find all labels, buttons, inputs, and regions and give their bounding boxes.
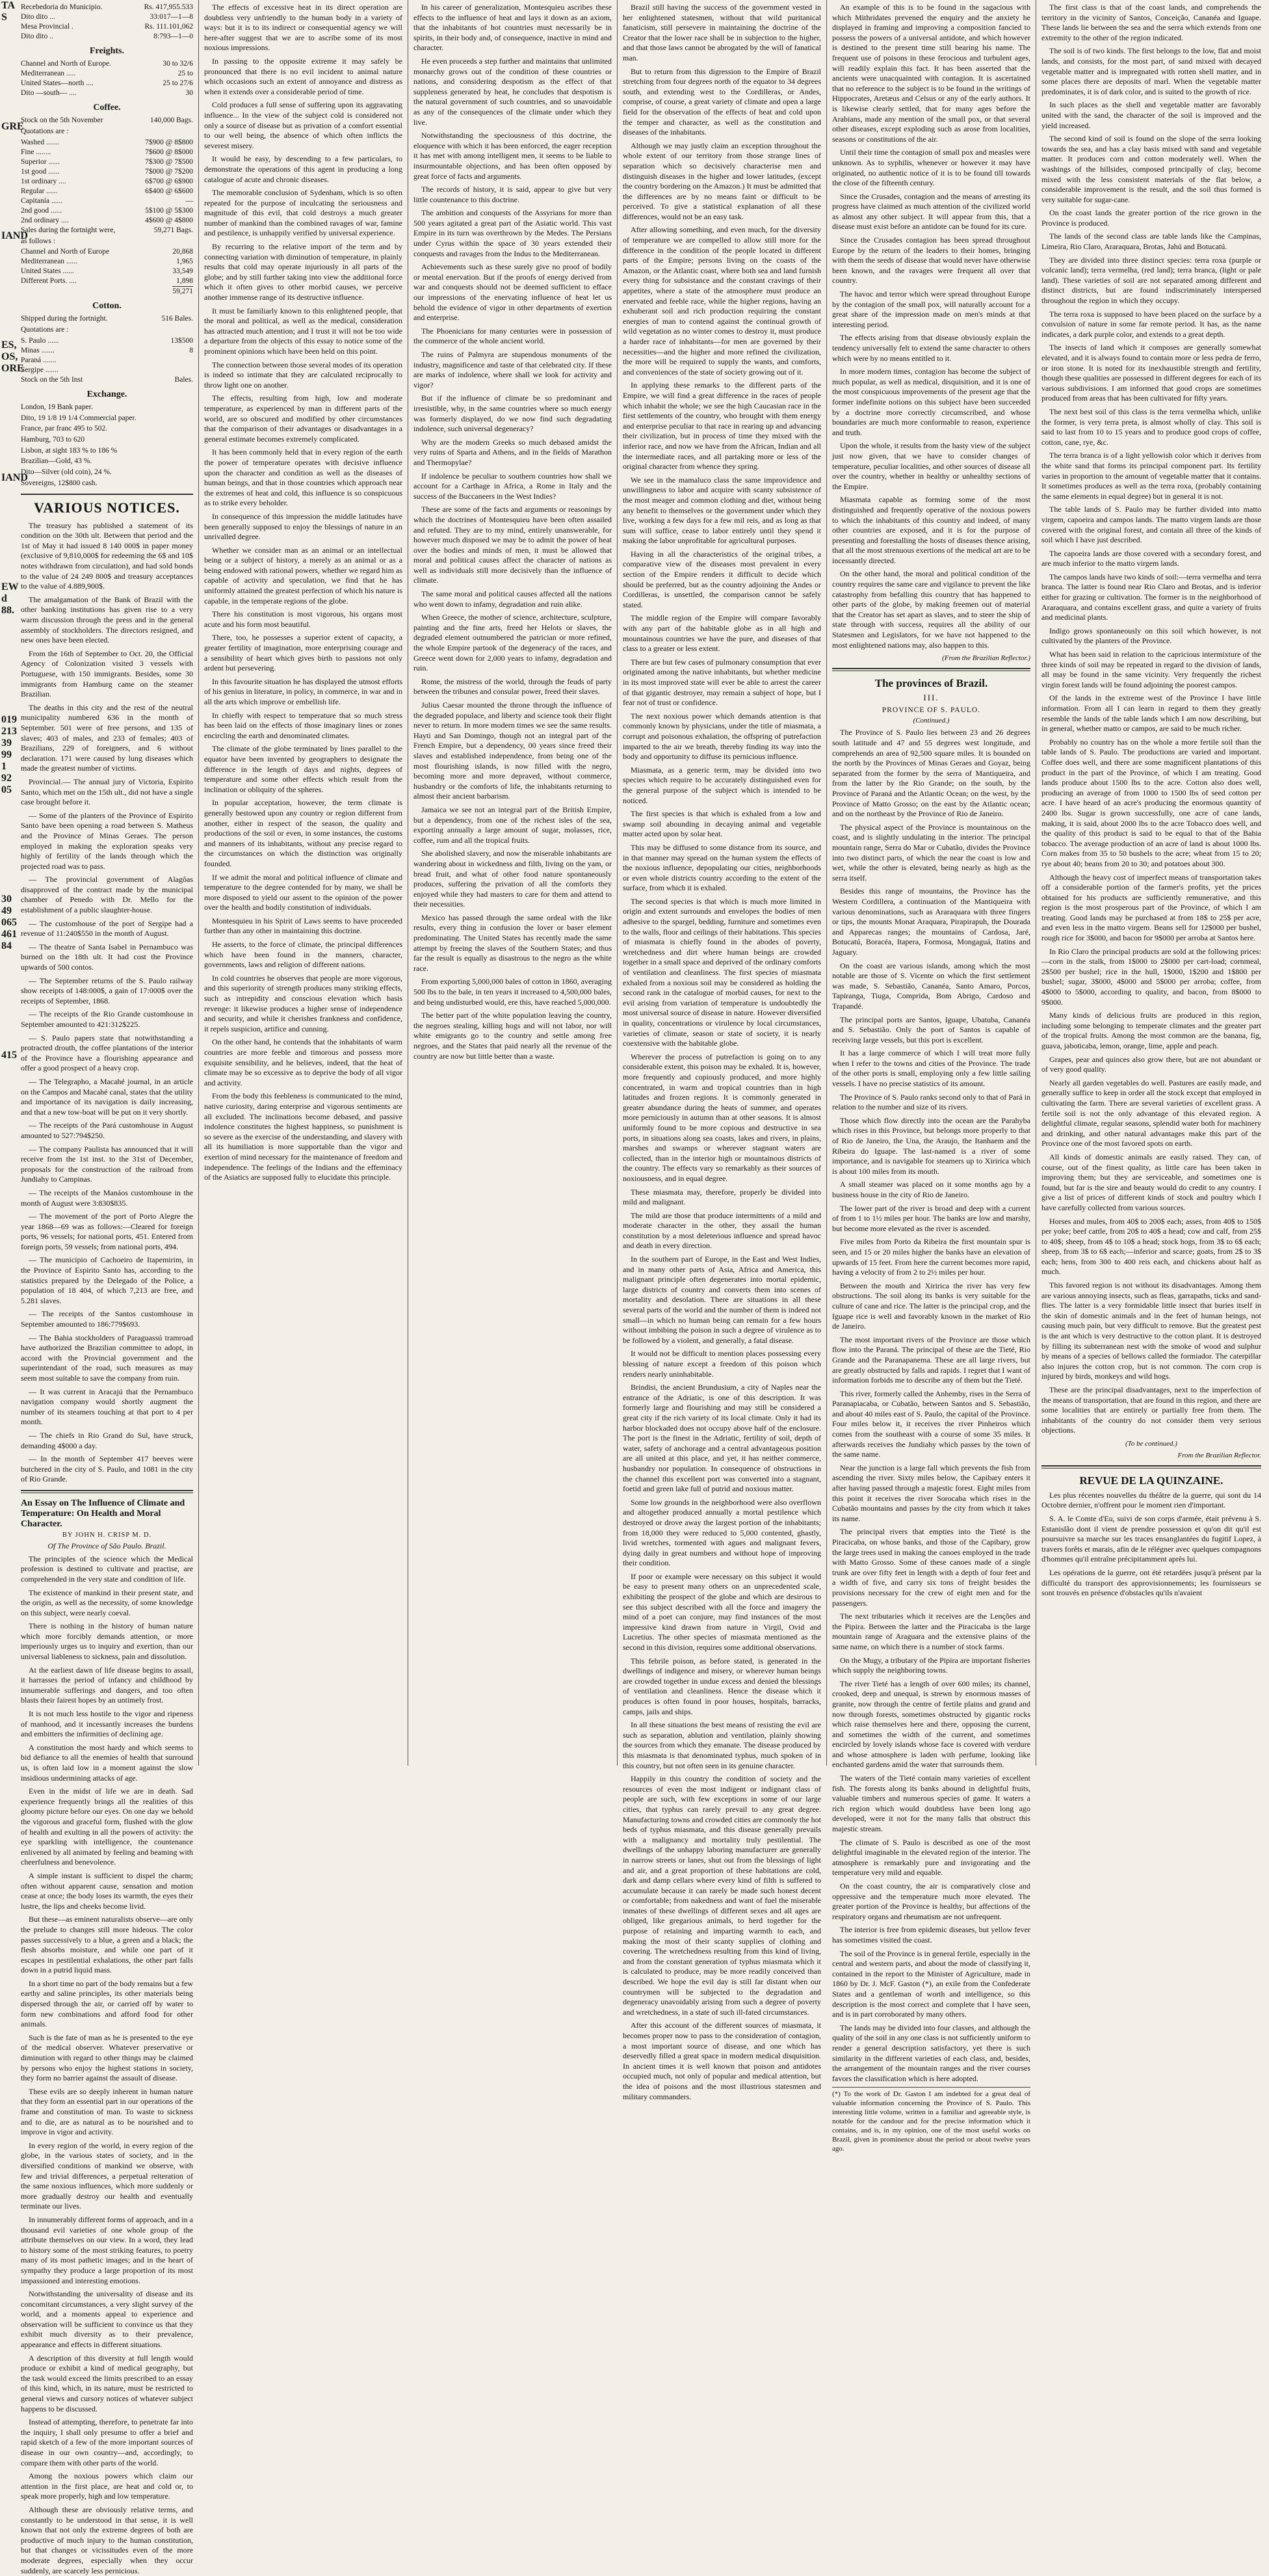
essay-paragraph: Julius Caesar mounted the throne through the influence of the degraded populace, and liberty and science took their flight never to return. In more modern times we see the same results. Hayti and San Domingo, though not an integral part of the French Empire, but a dependency, 00 years since freed their slaves and established independence, from being one of the most flourishing islands, is now filled with the negro, becoming more and more depraved, without commerce, husbandry or the comforts of life, the inhabitants returning to almost their ancient barbarism. [413,700,612,801]
provinces-paragraph: It has a large commerce of which I will treat more fully when I refer to the towns and cities of the Province. The trade of the other ports is small, employing only a few little sailing vessels. I have no precise statistics of its amount. [832,1048,1030,1089]
exchange-line: Sovereigns, 12$800 cash. [21,479,98,487]
essay-paragraph: From the body this feebleness is communicated to the mind, native curiosity, daring enterprise and vigorous sentiments are all excluded. The inclinations become debased, and passive indolence constitutes the highest happiness, so punishment is so severe as the exercise of the understanding, and slavery with all its humiliation is more supportable than the vigor and exertion of mind necessary for the maintenance of freedom and independence. The feelings of the Indians and the effeminacy of the Asiatics are supposed fully to elucidate this principle. [204,1091,402,1182]
coffee-quotations-label: Quotations are : [21,127,69,135]
coffee-quotation-row: 1st good ...... 7$000 @ 7$200 [21,167,193,176]
provinces-paragraph: The next tributaries which it receives are the Lenções and the Pipira. Between the latter and the Piracicaba is the large mountain range of Araguara and the extensive plains of the same name, on which there is a number of stock farms. [832,1612,1030,1651]
edge-fragment: 415 [1,1050,17,1061]
cotton-quotations-label: Quotations are : [21,326,69,334]
provinces-number: III. [923,693,939,703]
column-essay-4 [618,0,827,2101]
revenue-row: Dito dito .. 8:793—1—0 [21,33,193,40]
essay-paragraph: The climate of the globe terminated by lines parallel to the equator have been invented by geographers to designate the difference in the length of days and nights, degrees of temperature and some other effects which result from the inclination or obliquity of the spheres. [204,744,402,794]
provinces-paragraph: Although the heavy cost of imperfect means of transportation takes off a considerable portion of the farmer's profits, yet the prices obtained for his products are sufficiently remunerative, and this region is the most prosperous part of the Province, of which I am treating. Good lands may be purchased at from 18$ to 25$ per acre, and even less in the matto virgem. Beans sell for 12$000 per bushel, rough rice for 3$000, and bacon for 9$000 per arroba at Santos here. [1041,872,1261,943]
notice-paragraph: The deaths in this city and the rest of the neutral municipality numbered 636 in the month of September. 501 were of free persons, and 135 of slaves; 403 of males, and 233 of females; 403 of Brazilians, 229 of foreigners, and 6 without declaration. 171 were caused by lung diseases which made the greatest number of victims. [21,702,193,773]
edge-fragment: ORE [1,363,24,374]
provinces-part-b [1041,3,1261,1436]
exchange-line: Brazilian—Gold, 43 %. [21,457,92,466]
notice-paragraph: — Some of the planters of the Province of Espirito Santo have been opening a road between S. Matheus and the Province of Minas Geraes. The person employed in making the exploration speaks very highly of fertility of the lands through which the projected road was to pass. [21,810,193,871]
coffee-quotation-row: Capitanía ...... — [21,196,193,205]
essay-paragraph: The effects arising from that disease obviously explain the tendency universally felt to extend the same character to others which were by no means entitled to it. [832,333,1030,363]
provinces-paragraph: On the coast country, the air is comparatively close and oppressive and the temperature much more elevated. The greater portion of the Province is healthy, but affections of the respiratory organs and rheumatism are not unfrequent. [832,1881,1030,1921]
edge-fragment: 213 [1,726,17,737]
edge-fragment: 49 [1,905,12,916]
provinces-footnote: (*) To the work of Dr. Gaston I am indebted for a great deal of valuable information concerning the Province of S. Paulo. This interesting little volume, written in a familiar and agreeable style, is notable for the candour and for the precise information which it contains, and is, in my opinion, one of the most useful works on Brazil, given in prominence about the period or about twelve years ago. [832,2087,1030,2153]
essay-paragraph: If poor or example were necessary on this subject it would be easy to present many others on an unprecedented scale, exhibiting the prospect of the globe and which are desirous to see this subject described with all the force and imagery the mind of a poet can conjure, may find instances of the most impressive kind drawn from nature in Virgil, Ovid and Lucretius. The other species of miasmata mentioned as the second in this division, requires some additional observations. [623,1571,821,1653]
essay-paragraph: Upon the whole, it results from the hasty view of the subject just now given, that we have to consider changes of temperature, peculiar localities, and other sources of disease all over the country, whether in healthy or unhealthy sections of the Empire. [832,441,1030,491]
notice-paragraph: — It was current in Aracajú that the Pernambuco navigation company would shortly augment the number of its steamers touching at that port to 4 per month. [21,1387,193,1427]
edge-fragment: 99 [1,749,12,760]
essay-title: An Essay on The Influence of Climate and Temperature: On Health and Moral Character. [21,1498,185,1529]
essay-paragraph: From exporting 5,000,000 bales of cotton in 1860, averaging 500 lbs to the bale, in ten years it increased to 4,500,000 bales, and being undisturbed would, ere this, have reached 5,000,000. [413,977,612,1007]
revue-paragraph: Les opérations de la guerre, ont été retardées jusqu'à présent par la difficulté du transport des approvisionnements; les fournisseurs se sont trouvés en présence d'obstacles qu'ils n'avaient [1041,1568,1261,1598]
provinces-paragraph: They are divided into three distinct species: terra roxa (purple or volcanic land); terra vermelha, (red land); terra branca, (light or pale land). These varieties of soil are not separated among different and distinct districts, but are found indiscriminately interspersed throughout the region in which they occupy. [1041,255,1261,306]
essay-paragraph: In the southern part of Europe, in the East and West Indies, and in many other parts of Asia, Africa and America, this malignant principle often degenerates into mortal epidemic, large districts of country and converts them into scenes of mortality and desolation. There are situations in all these several parts of the world and the number of them is indeed not small—in which no human being can remain for a few hours without imbibing the poison in such a degree of virulence as to be followed by a violent, and generally, a fatal disease. [623,1255,821,1345]
essay-paragraph: In passing to the opposite extreme it may safely be pronounced that there is no evil incident to animal nature which occasions such an extent of annoyance and distress as when it extends over a considerable period of time. [204,56,402,96]
notice-paragraph: — The Bahia stockholders of Paraguassú tramroad have authorized the Brazilian committee to adopt, in accord with the Provincial government and the superintendant of the road, such measures as may seem most suitable to save the company from ruin. [21,1333,193,1383]
freight-row: Channel and North of Europe. 30 to 32/6 [21,59,193,68]
edge-fragment: 05 [1,784,12,795]
exchange-line: Dito—Silver (old coin), 24 %. [21,468,112,477]
essay-part-3a [623,3,821,2102]
notice-paragraph: — The theatre of Santa Isabel in Pernambuco was burned on the 18th ult. It had cost the Province upwards of 500 contos. [21,942,193,972]
coffee-stock: Stock on the 5th November 140,000 Bags. [21,116,193,124]
revue-paragraph: Les plus récentes nouvelles du théâtre de la guerre, qui sont du 14 Octobre dernier, n'offrent pour le moment rien d'important. [1041,1490,1261,1510]
exchange-line: France, par franc 495 to 502. [21,425,108,433]
essay-paragraph: It would not be difficult to mention places possessing every blessing of nature except a freedom of this poison which renders nearly uninhabitable. [623,1349,821,1379]
notice-paragraph: The treasury has published a statement of its condition on the 30th ult. Between that period and the 1st of May it had issued 8 140 000$ in paper money (exclusive of 9,810,000$ for redeeming the 6$ and 10$ notes withdrawn from circulation), and had sold bonds to the value of 24 249 800$ and treasury acceptances to the value of 4.889,900$. [21,520,193,591]
notice-paragraph: — The receipts of the Manáos customhouse in the month of August were 3:830$835. [21,1188,193,1208]
essay-part-1 [21,1554,193,2576]
essay-paragraph: If we admit the moral and political influence of climate and temperature to the degree contended for by many, we shall be more disposed to yield our assent to the opinion of the power over the health and bodily constitution of individuals. [204,872,402,912]
revenue-row: Mesa Provincial . Rs. 111.101,062 [21,23,193,31]
provinces-paragraph: The campos lands have two kinds of soil:—terra vermelha and terra branca. The latter is found near Rio Claro and Brotas, and is inferior either for grazing or cultivation. The former is in the neighborhood of Araraquara, and contains excellent grass, and quite a variety of fruits and medicinal plants. [1041,572,1261,622]
coffee-destination-row: Different Ports. .... 1,898 [21,277,193,285]
provinces-paragraph: The most important rivers of the Province are those which flow into the Paraná. The principal of these are the Tieté, Rio Grande and the Paranapanema. These are all large rivers, but are greatly obstructed by falls and rapids. I regret that I want of information forbids me to describe any of them but the Tieté. [832,1334,1030,1385]
coffee-quotation-row: 2nd good ...... 5$100 @ 5$300 [21,206,193,215]
edge-fragment: d [1,593,7,604]
provinces-paragraph: The river Tieté has a length of over 600 miles; its channel, crooked, deep and unequal, is strewn by enormous masses of granite, now through the centre of fertile plains and grand and now through forests, sometimes obstructed by gigantic rocks which raise themselves here and there, opposing the current, and sometimes the width of the current, and sometimes encircled by lovely islands whose face is covered with verdure and whose atmosphere is laden with perfume, looking like enchanted gardens amid the water that surrounds them. [832,1679,1030,1770]
essay-paragraph: Cold produces a full sense of suffering upon its aggravating influence... In the view of the subject cold is considered not only a source of disease but as privation of a comfort essential to our well being, the absence of which often inflicts the severest misery. [204,100,402,150]
essay-paragraph: In this favourite situation he has displayed the utmost efforts of his genius in literature, in policy, in commerce, in war and in all the arts which improve or embellish life. [204,676,402,706]
edge-fragment: 39 [1,737,12,749]
essay-paragraph: Wherever the process of putrefaction is going on to any considerable extent, this poison may be exhaled. It is, however, more frequently and copiously produced, and more highly concentrated, in warm and tropical countries than in high latitudes and frozen regions. It is commonly generated in greater abundance during the heats of summer, and operates more perniciously in autumn than at other seasons. It is almost uniformly found to be more copious and destructive in sea ports, in situations along sea coasts, lakes and rivers, in plains, marshes and swamps or wherever stagnant waters are collected, than in the interior high or mountainous districts of the country. The effects vary so remarkably as their sources of noxiousness, and in equal degree. [623,1052,821,1183]
essay-paragraph: Although we may justly claim an exception throughout the whole extent of our territory from those strange lines of separation which so decisively characterise men and distinguish diseases in the higher and lower latitudes, (except the country bordering on the Amazon.) It must be admitted that the differences are by no means faint or difficult to be perceived. To give a statistical explanation of all these differences, would not be an easy task. [623,140,821,221]
coffee-quotation-row: Washed ....... 7$900 @ 8$800 [21,138,193,146]
edge-fragment: 065 [1,917,17,928]
essay-paragraph: Notwithstanding the speciousness of this doctrine, the eloquence with which it has been enforced, the eager reception it has met with among intelligent men, it seems to be liable to insurmountable objections, and has been often opposed by great force of facts and arguments. [413,131,612,181]
provinces-continued: (Continued.) [913,717,950,725]
notice-paragraph: — The receipts of the Santos customhouse in September amounted to 186:779$693. [21,1309,193,1329]
provinces-heading: The provinces of Brazil. [874,677,988,690]
essay-paragraph: But if the influence of climate be so predominant and irresistible, why, in the same countries where so much energy was formerly displayed, do we now find such degradating indolence, such universal degeneracy? [413,393,612,434]
notices-body [21,521,193,1485]
provinces-paragraph: The Province of S. Paulo lies between 23 and 26 degrees south latitude and 47 and 55 degrees west longitude, and comprehends an area of 92,500 square miles. It is bounded on the north by the Provinces of Minas Geraes and Goyaz, being separated from the former by the serra of Mantiqueira, and from the latter by the Rio Grande; on the south, by the Province of Paraná and the Atlantic Ocean; on the west, by the Province of Matto Grosso; on the east by the Atlantic ocean; and on the northeast by the Province of Rio de Janeiro. [832,728,1030,819]
edge-fragment [1,133,14,230]
provinces-paragraph: The interior is free from epidemic diseases, but yellow fever has sometimes visited the coast. [832,1925,1030,1945]
edge-fragment [1,23,14,121]
cotton-quotation-row: Minas ....... 8 [21,346,193,354]
essay-paragraph: He asserts, to the force of climate, the principal differences which have been found in the manners, character, governments, laws and religion of different nations. [204,940,402,970]
essay-paragraph: He even proceeds a step further and maintains that unlimited monarchy grows out of the condition of these countries or nations, and considering despotism as the effect of that suppleness generated by heat, he concludes that despotism is the natural government of such countries, and so unavoidable as any of the consequences of the climate under which they live. [413,56,612,127]
essay-paragraph: The records of history, it is said, appear to give but very little countenance to this doctrine. [413,185,612,204]
essay-paragraph: The middle region of the Empire will compare favorably with any part of the habitable globe as in all high and mountainous countries we have the pure, and diseases of that class to a greater or less extent. [623,613,821,654]
essay-paragraph: Although these are obviously relative terms, and constantly to be understood in that sense, it is well known that not only the extreme degrees of both are productive of much injury to the human constitution, but that changes or vicissitudes even of the more moderate degrees, especially when they occur suddenly, are scarcely less pernicious. [21,2504,193,2575]
provinces-source: From the Brazilian Reflector. [1177,1452,1261,1460]
essay-paragraph: The effects of excessive heat in its direct operation are doubtless very unfriendly to the human body in a variety of ways: but it is to its indirect or consequential agency we will here-after suggest that we are to ascribe some of its most noxious impressions. [204,3,402,53]
essay-paragraph: But to return from this digression to the Empire of Brazil stretching from four degrees north of the equator to 34 degrees south, and extending west to the Cordilleras, or Andes, comprise, of course, a great variety of climate and open a large field for the observation of the effects of heat and cold upon the temper and character, as well as the constitution and diseases of the inhabitants. [623,66,821,137]
notice-paragraph: — The receipts of the Pará customhouse in August amounted to 527:794$250. [21,1121,193,1140]
coffee-destination-row: Channel and North of Europe 20,868 [21,248,193,256]
edge-fragment: TA [1,0,16,11]
essay-paragraph: Even in the midst of life we are in death. Sad experience frequently brings all the realities of this gloomy picture before our eyes. On one day we behold the vigorous and graceful form, flushed with the glow of health and exulting in all the powers of activity: the eye sparkling with intelligence, the countenance enlivened by all animated by feeling and beaming with cheerfulness and benevolence. [21,1786,193,1867]
essay-paragraph: It has been commonly held that in every region of the earth the power of temperature operates with decisive influence upon the character and condition as well as the diseases of human beings, and that in those countries which approach near the extremes of heat and cold, this influence is so conspicuous as to strike every beholder. [204,447,402,508]
coffee-quotation-row: Sales during the fortnight were, 59,271 Bags. [21,226,193,234]
essay-paragraph: Brazil still having the success of the government vested in her enlightened statesmen, without that wild puritanical fanaticism, still persevere in maintaining the doctrine of the Creator that the lower race shall be in subjection to the higher, and that those laws cannot be abrogated by the will of fanatical man. [623,3,821,62]
essay-part-2a [204,3,402,1183]
essay-paragraph: A description of this diversity at full length would produce or exhibit a kind of medical geography, but the task would exceed the limits prescribed to an essay of this kind, which, in its nature, must be restricted to general views and cursory notices of whatever subject happens to be discussed. [21,2353,193,2413]
essay-paragraph: The existence of mankind in their present state, and the origin, as well as the necessity, of some knowledge on this subject, were nearly coeval. [21,1587,193,1617]
essay-paragraph: If indolence be peculiar to southern countries how shall we account for a Carthage in Africa, a Rome in Italy and the success of the Buccaneers in the West Indies? [413,471,612,501]
notice-paragraph: The amalgamation of the Bank of Brazil with the other banking institutions has given rise to a very warm discussion through the press and in the general assembly of stockholders. The directors resigned, and new ones have been elected. [21,594,193,645]
provinces-paragraph: The table lands of S. Paulo may be further divided into matto virgem, capoeira and campos lands. The matto virgem lands are those covered with the original forest, and contain all three of the kinds of soil which I have just described. [1041,505,1261,545]
essay-paragraph: Miasmata, as a generic term, may be divided into two species which require to be accurately distinguished even for the general purpose of the subject which is intended to be noticed. [623,765,821,805]
coffee-heading: Coffee. [93,102,121,113]
freight-row: United States—north .... 25 to 27/6 [21,79,193,87]
essay-paragraph: After allowing something, and even much, for the diversity of temperature we are compelled to allow still more for the difference in the condition of the people located in different parts of the Empire; persons living on the coasts of the Amazon, or the Atlantic coast, where both sea and land furnish every thing for subsistance and the constant cravings of their appetites, where a state of the atmosphere must produce an enervated and feeble race, while the higher regions, having an exhuberant soil and rich production requiring the constant energies of man to contend against the continual growth of wild vegetation as no winter comes to destroy it, must produce a harder race of inhabitants—for men are governed by their necessities—and the higher and more refined the civilization, the more will be required to supply the wants, and comforts, and conveniences of the state of society growing out of it. [623,225,821,377]
edge-fragment [1,952,14,1050]
essay-paragraph: Achievements such as these surely give no proof of bodily or mental enervation. But if the proofs of energy derived from war and conquests should not be deemed sufficient to efface our impressions of the enervating influence of heat let us behold the evidence of vigor in other departments of exertion and enterprise. [413,262,612,323]
exchange-line: Hamburg, 703 to 620 [21,435,85,444]
essay-paragraph: There his constitution is most vigorous, his organs most acute and his form most beautiful. [204,609,402,629]
provinces-paragraph: Nearly all garden vegetables do well. Pastures are easily made, and generally suffice to keep in order all the stock except that employed in cultivating the farm. There are several varieties of excellent grass. A fertile soil is not the only advantage of this elevated region. A delightful climate, regular seasons, splendid water both for machinery and drinking, and other natural advantages make this part of the Province one of the most favored spots on earth. [1041,1078,1261,1149]
essay-paragraph: When Greece, the mother of science, architecture, sculpture, painting and the fine arts, freed her Helots or slaves, the degraded element outnumbered the patrician or more refined, the whole Empire partook of the degeneracy of the races, and Greece went down for 2,000 years to infamy, degradation and ruin. [413,613,612,673]
provinces-paragraph: The climate of S. Paulo is described as one of the most delightful imaginable in the elevated region of the interior. The atmosphere is remarkably pure and invigorating and the temperature very mild and equable. [832,1837,1030,1878]
provinces-paragraph: The lands of the second class are table lands like the Campinas, Limeira, Rio Claro, Araraquara, Brotas, Jahú and Botucatú. [1041,232,1261,252]
essay-paragraph: Some low grounds in the neighborhood were also overflown and altogether produced annually a mortal pestilence which destroyed or drove away the largest portion of the inhabitants; from 18,000 they were reduced to 5,000 contented, ghastly, livid wretches, tormented with agues and malignant fevers, dying daily in great numbers and without hope of improving their condition. [623,1497,821,1568]
provinces-paragraph: These are the principal disadvantages, next to the imperfection of the means of transportation, that are found in this region, and there are some localities that are entirely or partially free from them. The inhabitants of the country do not consider them very serious objections. [1041,1385,1261,1435]
edge-fragment: OS, [1,351,18,362]
coffee-destination-row: United States ...... 33,549 [21,267,193,276]
provinces-paragraph: The Province of S. Paulo ranks second only to that of Pará in relation to the number and size of its rivers. [832,1092,1030,1112]
cotton-stock: Stock on the 5th Inst Bales. [21,375,193,384]
essay-paragraph: Jamaica we see not an integral part of the British Empire, but a dependency, from one of the richest isles of the sea, exporting annually a large amount of sugar, molasses, rice, coffee, rum and all the tropical fruits. [413,804,612,845]
section-rule [832,668,1030,671]
provinces-paragraph: All kinds of domestic animals are easily raised. They can, of course, out of the finest quality, as little care has been taken in improving them; but they are serviceable, and sometimes one is found, but far is the sire and beauty would do credit to any country. I give a list of prices of different kinds of stock and poultry which I have carefully collected from various sources. [1041,1152,1261,1212]
provinces-paragraph: Grapes, pear and quinces also grow there, but are not abundant or of very good quality. [1041,1054,1261,1074]
essay-paragraph: The first species is that which is exhaled from a low and swamp soil abounding in decaying animal and vegetable matter acted upon by solar heat. [623,809,821,839]
clipped-left-column-edge [0,0,28,1770]
essay-paragraph: The havoc and terror which were spread throughout Europe by the contagion of the small pox, will naturally account for a great share of the impression made on men's minds at that interesting period. [832,289,1030,329]
provinces-paragraph: Indigo grows spontaneously on this soil which however, is not cultivated by the planters of the Province. [1041,626,1261,646]
revue-body [1041,1491,1261,1599]
essay-paragraph: Why are the modern Greeks so much debased amidst the very ruins of Sparta and Athens, and in the fields of Marathon and Thermopylae? [413,437,612,467]
essay-paragraph: In all these situations the best means of resisting the evil are such as separation, ablution and ventilation, plainly showing the sources from which they emanate. The disease produced by this miasmata is that denominated typhus, much spoken of in this country, but not often seen in its genuine character. [623,1720,821,1770]
coffee-as-follows: as follows : [21,237,56,245]
provinces-paragraph: The lands may be divided into four classes, and although the quality of the soil in any one class is not sufficiently uniform to render a general description satisfactory, yet there is such similarity in the different varieties of each class, and, besides, the arrangement of the mountain ranges and the river courses favors the classification which is here adopted. [832,2023,1030,2083]
notice-paragraph: — In the month of September 417 beeves were butchered in the city of S. Paulo, and 1081 in the city of Rio Grande. [21,1454,193,1484]
essay-paragraph: In chiefly with respect to temperature that so much stress has been laid on the effects of those imaginary lines or zones encircling the earth and denominated climates. [204,710,402,740]
essay-paragraph: On the other hand, he contends that the inhabitants of warm countries are more feeble and timorous and possess more exquisite sensibility, and he believes, indeed, that the heat of climate may be so excessive as to deprive the body of all vigor and activity. [204,1037,402,1087]
exchange-heading: Exchange. [86,389,127,399]
essay-paragraph: A simple instant is sufficient to dispel the charm; often without apparent cause, sensation and motion cease at once; the body loses its warmth, the eyes their lustre, the lips and cheeks become livid. [21,1870,193,1911]
essay-paragraph: The mild are those that produce intermittents of a mild and moderate character in the other, they assail the human constitution by a most deleterious influence and spread havoc and death in every direction. [623,1210,821,1251]
provinces-paragraph: Five miles from Porto da Ribeira the first mountain spur is seen, and 15 or 20 miles higher the banks have an elevation of upwards of 15 feet. From here the current becomes more rapid, having a velocity of from 2 to 2½ miles per hour. [832,1237,1030,1277]
essay-paragraph: This febrile poison, as before stated, is generated in the dwellings of indigence and misery, or wherever human beings are crowded together in undue excess and denied the blessings of ventilation and cleanliness. Hence the disease which it produces is often found in poor houses, hospitals, barracks, camps, jails and ships. [623,1656,821,1716]
essay-paragraph: It would be easy, by descending to a few particulars, to demonstrate the operations of this agent in producing a long catalogue of acute and chronic diseases. [204,154,402,184]
freights-heading: Freights. [89,46,124,56]
revenue-row: Dito dito ... 33:017—1—8 [21,13,193,21]
essay-paragraph: In more modern times, contagion has become the subject of much popular, as well as medical, disquisition, and it is one of the most conspicuous improvements of the present age that the former indefinite notions on this subject have been succeeded by a doctrine more correctly circumscribed, and whose boundaries are much more conformable to reason, experience and truth. [832,367,1030,437]
edge-fragment: 30 [1,894,12,905]
coffee-quotation-row: Superior ...... 7$300 @ 7$500 [21,157,193,166]
essay-paragraph: Montesquieu in his Spirit of Laws seems to have proceeded further than any other in maintaining this doctrine. [204,916,402,936]
essay-paragraph: There are but few cases of pulmonary consumption that ever originated among the native inhabitants, but whether medicine in its most improved state will ever be able to arrest the career of that gigantic destroyer, may remain a subject of hope, but I fear not of trust or confidence. [623,657,821,708]
essay-paragraph: In every region of the world, in every region of the globe, in the various states of society, and in the diversified conditions of mankind we observe, with few and trivial differences, a perpetual reiteration of the same noxious influences, which more suddenly or more gradually destroy our health and eventually terminate our lives. [21,2140,193,2211]
edge-fragment: 019 [1,714,17,725]
essay-paragraph: After this account of the different sources of miasmata, it becomes proper now to pass to the consideration of contagion, a most important source of disease, and one which has deservedly filled a great space in modern medical disquisition. In ancient times it is well known that poison and antidotes occupied much, not only of popular and medical attention, but the idea of poisons and the most illustrious statesmen and military commanders. [623,2021,821,2101]
essay-paragraph: The Phoenicians for many centuries were in possession of the commerce of the whole ancient world. [413,326,612,346]
cotton-quotation-row: S. Paulo ...... 13$500 [21,336,193,345]
essay-source: (From the Brazilian Reflector.) [942,654,1030,663]
provinces-paragraph: The waters of the Tieté contain many varieties of excellent fish. The forests along its banks abound in delightful fruits, valuable timbers and numerous species of game. It waters a rich region which would doubtless have been long ago developed, were it not for the many falls that obstruct this majestic stream. [832,1773,1030,1834]
essay-part-2b [413,3,612,1061]
essay-paragraph: The better part of the white population leaving the country, the negroes stealing, killing hogs and will not labor, nor will white emigrants go to the country and settle among free negroes, and the States that paid nearly all the revenue of the country are now but little better than a waste. [413,1011,612,1061]
essay-paragraph: There is nothing in the history of human nature which more forcibly demands attention, or more imperiously urges us to inquiry and exertion, than our universal liableness to sickness, pain and dissolution. [21,1621,193,1662]
provinces-paragraph: The insects of land which it composes are generally somewhat elevated, and it is always found to contain more or less pedra de ferro, or iron stone. It is noted for its inexhaustible strength and fertility, though these qualities are possessed in different degrees for each of its various subdivisions. I am informed that good crops are sometimes produced from areas that has been cultivated for fifty years. [1041,343,1262,403]
exchange-line: London, 19 Bank paper. [21,403,93,411]
cotton-shipped: Shipped during the fortnight. 516 Bales. [21,315,193,323]
essay-paragraph: In innumerably different forms of approach, and in a thousand evil varieties of one whole group of the attribute themselves on our view. In a word, they lead to history some of the most striking features, to poetry many of its most pathetic images; and in the heart of sympathy they produce a large proportion of its most impassioned and interesting emotions. [21,2214,193,2285]
notice-paragraph: Provincial.— The annual jury of Victoria, Espirito Santo, which met on the 15th ult., did not have a single case brought before it. [21,777,193,807]
edge-fragment [1,375,14,472]
essay-paragraph: Mexico has passed through the same ordeal with the like results, every thing in confusion the lover or baser element predominating. The United States has recently made the same attempt by freeing the slaves of the Southern States; and thus far the result is equally as disastrous to the negro as the white race. [413,912,612,973]
coffee-quotation-row: 1st ordinary .... 6$700 @ 6$900 [21,177,193,185]
provinces-paragraph: On the coast lands the greater portion of the rice grown in the Province is produced. [1041,208,1261,228]
provinces-subheading: PROVINCE OF S. PAULO. [882,706,981,714]
edge-fragment: 461 [1,929,17,940]
edge-fragment: IAND [1,230,28,241]
column-essay-3 [408,0,618,1766]
essay-byline: BY JOHN H. CRISP M. D. [62,1531,152,1539]
freight-row: Mediterranean ..... 25 to [21,69,193,77]
essay-paragraph: Since the Crusades contagion has been spread throughout Europe by the return of the leaders to their homes, bringing with them the seeds of disease that would never have otherwise been known, and the ravages were frequent all over that country. [832,235,1030,285]
section-rule [21,1490,193,1493]
provinces-paragraph: Many kinds of delicious fruits are produced in this region, including some belonging to temperate climates and the greater part of the tropical fruits. Among the most common are the banana, fig, guava, jaboticaba, lemon, orange, lime, apple and peach. [1041,1011,1261,1050]
provinces-paragraph: The soil of the Province is in general fertile, especially in the central and western parts, and about the mode of classifying it, contained in the report to the Minister of Agriculture, made in 1860 by Dr. J. McF. Gaston (*), an exile from the Confederate States and a gentleman of worth and intelligence, so this description is the most correct and complete that I have seen, and is in part corroborated by many others. [832,1948,1030,2019]
essay-paragraph: These evils are so deeply inherent in human nature that they form an essential part in our operations of the frame and constitution of man. To waste to sickness and to die, are as natural as to be nourished and to improve in vigor and activity. [21,2086,193,2137]
essay-paragraph: It must be familiarly known to this enlightened people, that the moral and political, as well as the medical, consideration has attracted much attention; and I trust it will not be too wide a departure from the objects of this essay to notice some of the prominent opinions which have been held on this point. [204,306,402,356]
provinces-paragraph: The first class is that of the coast lands, and comprehends the territory in the vicinity of Santos, Conceição, Cananéa and Iguape. These lands lie between the sea and the serra which extends from one extremity to the other of the region indicated. [1041,3,1261,42]
cotton-quotation-row: Paraná ....... [21,356,57,364]
edge-fragment: EW [1,581,19,592]
coffee-quotation-row: Regular ...... 6$400 @ 6$600 [21,187,193,195]
edge-fragment [1,242,14,339]
essay-paragraph: These miasmata may, therefore, properly be divided into mild and malignant. [623,1187,821,1207]
provinces-paragraph: This favored region is not without its disadvantages. Among them are various annoying insects, such as fleas, garrapaths, ticks and sand-flies. The latter is a very formidable little insect that buries itself in the skin of domestic animals and in the feet of human beings, not causing much pain, but very difficult to remove. But the greatest pest is the ant which is very destructive to the cotton plant. It is destroyed by filling its subterranean nest with the smoke of wood and sulphur by means of a species of bellows called the formiador. The caterpillar also injures the cotton crop, but is not common. The corn crop is injured by birds, monkeys and wild hogs. [1041,1281,1261,1381]
essay-paragraph: The memorable conclusion of Sydenham, which is so often repeated for the purpose of inculcating the seriousness and magnitude of this evil, that cold destroys a much greater number of mankind than the combined ravages of war, famine and pestilence, is unhappily verified by universal experience. [204,188,402,238]
notice-paragraph: — The customhouse of the port of Sergipe had a revenue of 11:240$550 in the month of August. [21,918,193,938]
notice-paragraph: — The provincial government of Alagôas disapproved of the contract made by the municipal chamber of Penedo with Dr. Mello for the establishment of a public slaughter-house. [21,875,193,915]
edge-fragment: 88. [1,605,14,616]
provinces-paragraph: What has been said in relation to the capricious intermixture of the three kinds of soil may be repeated in regard to the division of lands, all may be found in the same vicinity. Very frequently the richest virgin forest lands will be found adjoining the poorest campos. [1041,650,1261,689]
coffee-destination-row: Mediterranean ...... 1,965 [21,258,193,266]
notice-paragraph: — The September returns of the S. Paulo railway show receipts of 148:000$, a gain of 17:000$ over the receipts of September, 1868. [21,976,193,1005]
provinces-paragraph: On the coast are various islands, among which the most notable are those of S. Vicente on which the first settlement was made, S. Sebastião, Cananéa, Santo Amaro, Porcos, Tapiranga, Tiuga, Comprida, Bom Abrigo, Cardoso and Trapandé. [832,961,1030,1011]
provinces-part-a [832,728,1030,2084]
essay-paragraph: This may be diffused to some distance from its source, and in that manner may spread on the human system the effects of the noxious influence, depopulating our cities, neighborhoods or even whole districts country according to the extent of the surface, from which it is exhaled. [623,842,821,893]
exchange-line: Dito, 19 1/8 19 1/4 Commercial paper. [21,414,137,422]
essay-paragraph: In a short time no part of the body remains but a few earthy and saline principles, its other materials being dispersed through the air, or carried off by water to form new combinations and afford food for other animals. [21,1978,193,2029]
cotton-heading: Cotton. [92,301,122,312]
essay-paragraph: In consequence of this impression the middle latitudes have been generally supposed to enjoy the blessings of nature in an unrivalled degree. [204,511,402,542]
provinces-paragraph: Horses and mules, from 40$ to 200$ each; asses, from 40$ to 150$ per yoke; beef cattle, from 20$ to 40$ a head; cow and calf, from 25$ to 40$; sheep, from 4$ to 10$ a head; stock hogs, from 3$ to 6$ each; sheep, from 3$ to 6$ each;—inferior and scarce; goats, from 2$ to 3$ each; hens, from 300 to 400 reis each, and chickens about half as much. [1041,1216,1261,1277]
coffee-quotation-row: Fine ........ 7$600 @ 8$000 [21,148,193,156]
provinces-paragraph: The physical aspect of the Province is mountainous on the coast, and is slightly undulating in the interior. The principal mountain range, Serra do Mar or Cubatão, divides the Province into two distinct parts, of which the near the coast is low and wet, while the other is elevated, being nearly as high as the serra itself. [832,822,1030,883]
provinces-paragraph: On the Mugy, a tributary of the Pipira are important fisheries which supply the neighboring towns. [832,1655,1030,1675]
provinces-paragraph: The lower part of the river is broad and deep with a current of from 1 to 1½ miles per hour. The banks are low and marshy, but become more elevated as the river is ascended. [832,1203,1030,1233]
essay-paragraph: A constitution the most hardy and which seems to bid defiance to all the enemies of health that surround us, is often laid low in a moment against the slow insidious undermining attacks of age. [21,1742,193,1783]
essay-paragraph: We see in the mamaluco class the same improvidence and unwillingness to labor and acquire with scanty subsistence of the most meager and common clothing and diet, without being any benefit to themselves or the government under which they live, working a few days for a few mil reis, and as long as that sum will suffice, cease to labor entirely until they spend it making the labor unprofitable for agricultural purposes. [623,475,821,546]
essay-paragraph: Until their time the contagion of small pox and measles were unknown. As to syphilis, whenever or however it may have originated, no authentic notice of it is to be found till towards the close of the fifteenth century. [832,148,1030,188]
notice-paragraph: — The movement of the port of Porto Alegre the year 1868—69 was as follows:—Cleared for foreign ports, 96 vessels; for national ports, 451. Entered from foreign ports, 59 vessels; from national ports, 494. [21,1212,193,1251]
notice-paragraph: — The Telegrapho, a Macahé journal, in an article on the Campos and Macahé canal, states that the utility and importance of its navigation is daily increasing, and that a new tow-boat will be put on it very shortly. [21,1076,193,1117]
provinces-paragraph: The second kind of soil is found on the slope of the serra looking towards the sea, and has a clay basis mixed with sand and vegetable matter. It produces corn and cotton moderately well. When the washings of the hillsides, composed principally of clay, become mixed with the less consistent materials of the flat below, a considerable improvement is the result, and the soil thus formed is very suitable for sugar-cane. [1041,134,1261,204]
provinces-paragraph: The soil is of two kinds. The first belongs to the low, flat and moist lands, and consists, for the most part, of sand mixed with decayed vegetable matter and is impregnated with rotten shell matter, and in some places there are deposits of marl. When the vegetable matter predominates, it is of dark color, and is suited to the growth of rice. [1041,46,1261,96]
essay-paragraph: The ruins of Palmyra are stupendous monuments of the industry, magnificence and taste of that celebrated city. If these are marks of indolence, where shall we look for activity and vigor? [413,350,612,390]
provinces-paragraph: The principal ports are Santos, Iguape, Ubatuba, Cananéa and S. Sebastião. Only the port of Santos is capable of receiving large vessels, but this port is excellent. [832,1015,1030,1044]
essay-paragraph: In popular acceptation, however, the term climate is generally bestowed upon any country or region different from another, either in respect of the season, the quality and productions of the soil or even, in some instances, the customs and manners of its inhabitants, without any precise regard to the circumstances on which the distinction was originally founded. [204,798,402,868]
revenue-row: Recebedoria do Municipio. Rs. 417,955.533 [21,3,193,11]
essay-paragraph: Among the noxious powers which claim our attention in the first place, are heat and cold or, to speak more properly, high and low temperature. [21,2471,193,2501]
provinces-paragraph: Of the lands in the extreme west of the Province I have little information. From all I can learn in regard to them they greatly resemble the lands of the table lands which I am now describing, but in general, whether matto or campos, are said to be much richer. [1041,693,1261,734]
provinces-paragraph: Near the junction is a large fall which prevents the fish from ascending the river. Sixty miles below, the Capibary enters it after having passed through a majestic forest. Eight miles from this point it receives the river Sorocaba which rises in the Cubatão mountains and passes by the city from which it takes its name. [832,1463,1030,1523]
essay-paragraph: On the other hand, the moral and political condition of the country requires the same care and vigilance to prevent the like catastrophy from befalling this country that has happened to other parts of the globe, by making freemen out of material that the Creator has set apart as slaves, and to steer the ship of state through with success, requires all the ability of our Statesmen and Legislators, for we have not happened to the most enlightened nations may, also happen to this. [832,569,1030,650]
essay-paragraph: She abolished slavery, and now the miserable inhabitants are wandering about in wickedness and filth, living on the yam, or bread fruit, and what of other food nature spontaneously produces, suffering the privation of all the comforts they enjoyed while they had masters to care for them and attend to their necessities. [413,849,612,909]
cotton-quotation-row: Sergipe ....... [21,365,59,374]
column-commerce [16,0,199,2575]
provinces-paragraph: The capoeira lands are those covered with a secondary forest, and are much inferior to the matto virgem lands. [1041,548,1261,568]
edge-fragment: IAND [1,472,28,483]
notice-paragraph: From the 16th of September to Oct. 20, the Official Agency of Colonization visited 3 vessels with Portuguese, with 150 immigrants. Besides, some 30 immigrants from Hamburg came on the steamer Brazilian. [21,648,193,699]
provinces-paragraph: In such places as the shell and vegetable matter are favorably united with the sand, the character of the soil is improved and the yield increased. [1041,100,1261,130]
essay-paragraph: There, too, he possesses a superior extent of capacity, a greater fertility of imagination, more enterprising courage and a sensibility of heart which gives birth to passions not only ardent but persevering. [204,633,402,673]
provinces-paragraph: In Rio Claro the principal products are sold at the following prices:—corn in the stalk, from 1$000 to 2$000 per cart-load; cornmeal, 2$500 per bushel; rice in the hull, 1$000, 1$200 and 1$800 per bushel; sugar, 3$000, 4$000 and 5$000 per arroba; coffee, from 4$000 to 5$000, according to quality, and bacon, from 8$000 to 9$000. [1041,946,1261,1007]
essay-paragraph: Having in all the characteristics of the original tribes, a comparative view of the diseases most prevalent in every section of the Empire renders it difficult to decide which should be preferred, but as the country adjoining the Andes or Cordilleras, is unsettled, the comparison cannot be safely stated. [623,549,821,609]
column-essay-2 [199,0,408,1766]
essay-paragraph: At the earliest dawn of life disease begins to assail, it harrasses the period of infancy and childhood by innumerable sufferings and dangers, and too often blasts their fairest hopes by an untimely frost. [21,1665,193,1705]
notice-paragraph: — The receipts of the Rio Grande customhouse in September amounted to 421:312$225. [21,1009,193,1029]
essay-paragraph: In cold countries he observes that people are more vigorous, and this superiority of strength produces many striking effects, such as intrepidity and conscious elevation which basis revenge: it likewise produces a higher sense of independence and security, and while it cherishes frankness and confidence, it repels suspicion, artifice and cunning. [204,973,402,1033]
essay-paragraph: The same moral and political causes affected all the nations who went down to infamy, degradation and ruin alike. [413,589,612,609]
essay-paragraph: Notwithstanding the universality of disease and its concomitant circumstances, a very slight survey of the world, and a moments appeal to experience and observation will be sufficient to convince us that they exhibit much diversity as to their prevalence, appearance and effects in different situations. [21,2289,193,2350]
essay-paragraph: Happily in this country the condition of society and the resources of even the most indigent or indignant class of people are such, with few exceptions in some of our large cities, that typhus can rarely prevail to any great degree. Manufacturing towns and crowded cities are commonly the hot beds of typhus miasmata, and this disease generally prevails with a malignancy and mortality truly pestilential. The dwellings of the unhappy laboring manufacturer are generally in narrow streets or lanes, shut out from the blessings of light and air, and a great proportion of these habitations are cold, dark and damp cellars where every kind of filth is suffered to accumulate because it can rarely be made such honest decent or comfortable; from nakedness and want of fuel the miserable inmates of these dwellings of different sexes and all ages are obliged, like gregarious animals, to herd together for the purpose of retaining and imparting warmth to each, and making the most of their scanty supplies of clothing and covering. The wretchedness resulting from this kind of living, and from the constant generation of typhus miasmata which it is calculated to produce, may be more readily conceived than described. We hope the evil day is still far distant when our countrymen will be subjected to the degradation and degeneracy unavoidably arising from such a degree of poverty and wretchedness, in a state of such ill-fated circumstances. [623,1774,821,2017]
edge-fragment [1,796,14,894]
edge-fragment: S [1,12,7,23]
provinces-paragraph: The next best soil of this class is the terra vermelha which, unlike the former, is very terra preta, is almost wholly of clay. This soil is said to last from 10 to 15 years and to produce good crops of coffee, cotton, cane, rye, &c. [1041,406,1261,447]
column-essay-5 [827,0,1036,2153]
coffee-total: 59,271 [172,287,193,296]
essay-paragraph: Since the Crusades, contagion and the means of arresting its progress have claimed as much attention of the civilized world as almost any other subject. It will appear from this, that a disease must exist before an antidote can be found for its cure. [832,191,1030,232]
provinces-paragraph: The principal rivers that empties into the Tieté is the Piracicaba, on whose banks, and those of the Capibary, grow the large trees used in making the canoes employed in the trade with Matto Grosso. Some of these canoes made of a single trunk are over fifty feet in length with a depth of four feet and a width of five, and carry six tons of freight besides the provisions necessary for the crew of eight men and for the passengers. [832,1527,1030,1608]
provinces-paragraph: Between the mouth and Xiririca the river has very few obstructions. The soil along its banks is very suitable for the culture of cane and rice. The latter is the principal crop, and the Iguape rice is well and favorably known in the market of Rio de Janeiro. [832,1281,1030,1331]
essay-paragraph: The second species is that which is much more limited in origin and extent surrounds and envelopes the bodies of men adhesive to the spargel, bedding, furniture and sometimes even to the walls, floor and ceilings of their habitations. This species of miasmata is chiefly found in the abodes of poverty, wretchedness and dirt where human beings are crowded together in a small space and deprived of the ordinary comforts of ventilation and cleanliness. The first species of miasmata exhaled from a noxious soil may be considered as holding the second rank in the catalogue of morbid causes, for next to the evil arising from variation of temperature is undoubtedly the most universal source of disease in nature. However diversified in quality, concentrations or virulence by local circumstances, varieties of climate, season or state of society, it is nearly coextensive with the habitable globe. [623,896,821,1048]
provinces-paragraph: This river, formerly called the Anhemby, rises in the Serra of Paranapiacaba, or Cubatão, between Santos and S. Sebastião, and about 40 miles east of S. Paulo, the capital of the Province. Four miles below it, it receives the river Pinheiros which comes from the southeast with a course of some 35 miles. It afterwards receives the Jundiahy which passes by the town of the same name. [832,1388,1030,1459]
edge-fragment: 84 [1,940,12,951]
edge-fragment: ES, [1,339,17,351]
provinces-paragraph: Besides this range of mountains, the Province has the Western Cordillera, a continuation of the Mantiqueira with various denominations, such as Araraquara with three fingers or tips, the mounts Monat Araquara, Pirapirapuh, the Dourada and Apparecas ranges; the mountains of Cardosa, Jaré, Botucatú, Boracéa, Itapera, Formosa, Mongaguá, Itatins and Jaguary. [832,886,1030,957]
essay-paragraph: The principles of the science which the Medical profession is destined to cultivate and practise, are comprehended in the very state and condition of life. [21,1554,193,1584]
essay-paragraph: Such is the fate of man as he is presented to the eye of the medical observer. Whatever preservative or diminution with regard to other things may be claimed by persons who enjoy the highest stations in society, they form no barrier against the assault of disease. [21,2032,193,2083]
notice-paragraph: — The company Paulista has announced that it will receive from the 1st inst. to the 31st of December, proposals for the construction of the railroad from Jundiahy to Campinas. [21,1144,193,1184]
column-provinces-2 [1036,0,1266,1766]
essay-paragraph: The ambition and conquests of the Assyrians for more than 500 years agitated a great part of the Asiatic world. This vast Empire in its turn was overthrown by the Medes. The Persians under Cyrus within the space of 30 years extended their conquests and ravages from the Indus to the Mediterranean. [413,208,612,258]
edge-fragment [1,617,14,714]
revue-heading: REVUE DE LA QUINZAINE. [1079,1474,1223,1487]
essay-paragraph: Whether we consider man as an animal or an intellectual being or a subject of history, a merely as an animal or as a being endowed with rational powers, whether we regard him as capable of activity and speculation, we find that he has uniformly attained the greatest perfection of which his nature is capable, in the temperate regions of the globe. [204,545,402,605]
provinces-to-be-continued: (To be continued.) [1125,1439,1177,1448]
exchange-line: Lisbon, at sight 183 % to 186 % [21,446,118,455]
provinces-paragraph: The terra roxa is supposed to have been placed on the surface by a convulsion of nature in some far remote period. It has, as the name indicates, a dark purple color, and extends to a great depth. [1041,309,1261,339]
essay-paragraph: By recurring to the relative import of the term and by connecting variation with diminution of temperature, in plainly results that cold may operate injuriously in all parts of the globe; and by still further taking into view the additional force which it often gives to other morbid causes, we perceive another immense range of its destructive influence. [204,242,402,302]
essay-paragraph: Miasmata capable as forming some of the most distinguished and frequently operative of the noxious powers to which the inhabitants of this country and indeed, of many other countries are exposed, and it is for the purpose of presenting and forestalling the hosts of diseases thence arising, that all the most strenuous exertions of the medical art are to be incessantly directed. [832,495,1030,565]
essay-paragraph: Instead of attempting, therefore, to penetrate far into the inquiry, I shall only presume to offer a brief and rapid sketch of a few of the more important sources of disease in our own country—and, accordingly, to compare them with other parts of the world. [21,2417,193,2467]
essay-paragraph: These are some of the facts and arguments or reasonings by which the doctrines of Montesquieu have been often assailed and refuted. They are to my mind, entirely unanswerable, for however much disposed we may be to admit the power of heat over the bodies and minds of men, it must be allowed that moral and political causes affect the character of nations as well as individuals still more decisively than the influence of climate. [413,505,612,585]
notice-paragraph: — The municipio of Cachoeiro de Itapemirim, in the Province of Espirito Santo has, according to the statistics prepared by the Delegado of the Police, a population of 18 404, of which 7,213 are free, and 5.281 slaves. [21,1255,193,1305]
edge-fragment: GRE [1,121,24,132]
section-rule [1041,1465,1261,1468]
coffee-quotation-row: 2nd ordinary .... 4$600 @ 4$800 [21,216,193,224]
essay-paragraph: The connection between those several modes of its operation is indeed so intimate that they are calculated reciprocally to throw light one on another. [204,360,402,390]
provinces-paragraph: Probably no country has on the whole a more fertile soil than the table lands of S. Paulo. The productions are varied and important. Coffee does well, and there are some magnificent plantations of this product in the part of the Province, of which I am treating. Good lands produce about 1500 lbs to the acre. Cotton also does well, producing an average of from 1000 to 1500 lbs of seed cotton per acre. I have heard of an acre's producing the enormous quantity of 2400 lbs. Sugar is grown successfully, one acre of cane lands, making, it is said, about 2000 lbs to the acre Tobacco does well, and the quality of this product is said to be equal to that of the Bahia tobacco. The average production of an acre of land is about 1000 lbs. Corn makes from 35 to 50 bushels to the acre; wheat from 15 to 20; rye about 40; beans from 20 to 30; and potatoes about 300. [1041,737,1261,868]
notice-paragraph: — S. Paulo papers state that notwithstanding a protracted drouth, the coffee plantations of the interior of the Province have a flourishing appearance and offer a good prospect of a heavy crop. [21,1033,193,1073]
essay-paragraph: It is not much less hostile to the vigor and ripeness of manhood, and it incessantly increases the burdens and embitters the infirmities of declining age. [21,1709,193,1739]
edge-fragment [1,484,14,581]
edge-fragment: 1 [1,761,7,772]
revue-paragraph: S. A. le Comte d'Eu, suivi de son corps d'armée, était prévenu à S. Estanislão dont il vient de prendre possession et qu'on dit qu'il est poursuivre sa marche sur les traces ensanglantées du fugitif Lopez, à travers forêts et marais, afin de le rélégner avec quelques compagnons d'hommes qu'il entraîne précipitamment après lui. [1041,1514,1261,1564]
essay-paragraph: Rome, the mistress of the world, through the feuds of party between the tribunes and consular power, freed their slaves. [413,676,612,697]
provinces-paragraph: Those which flow directly into the ocean are the Parahyba which rises in this Province, but belongs more properly to that of Rio de Janeiro, the Una, the Araujo, the Itanhaem and the Ribeira do Iguape. The last-named is a river of some importance, and is navigable for steamers up to Xiririca which is about 100 miles from its mouth. [832,1115,1030,1176]
provinces-paragraph: A small steamer was placed on it some months ago by a business house in the city of Rio de Janeiro. [832,1180,1030,1199]
freight-row: Dito —south— .... 30 [21,88,193,97]
essay-paragraph: In his career of generalization, Montesquieu ascribes these effects to the influence of heat and lays it down as an axiom, that the inhabitants of hot countries must necessarily be in spirits, in their body and, of consequence, inactive in mind and character. [413,3,612,53]
essay-paragraph: In applying these remarks to the different parts of the Empire, we will find a great difference in the races of people which inhabit the whole; we see the high Caucasian race in the first settlements of the country, who brought with them energy and enterprise peculiar to that race in rearing up and advancing their civilization, but in process of time they mixed with the inferior race, and now we have from the African, Indian and all the intermediate races, and all partaking more or less of the original character from whence they spring. [623,380,821,471]
essay-paragraph: An example of this is to be found in the sagacious with which Mithridates prevened the enquiry and the anxiety he displayed in framing and improving a composition fancied to possess the powers of a universal antidote, and which however is destined to the present time still bearing his name. The frequent use of poisons in these ferocious and turbulent ages, will readily explain this fact. It has been asserted that the ancients were unacquainted with contagion. It is ascertained that no reference to the subject is to be found in the writings of Hippocrates, Aretæus and Celsus or any of the early authors. It is likewise clearly settled, that for many ages before the Arabians, made any mention of the small pox, or that several other diseases, except exploding such as arose from localities, seasons or constitutions of the air. [832,3,1030,144]
notice-paragraph: — The chiefs in Rio Grand do Sul, have struck, demanding 4$000 a day. [21,1430,193,1450]
essay-part-3b [832,3,1030,650]
essay-paragraph: The effects, resulting from high, low and moderate temperature, as experienced by man in different parts of the world, are so obscured and modified by other circumstances that the comparison of their advantages or disadvantages in a general estimate becomes extremely complicated. [204,393,402,444]
essay-subtitle: Of The Province of São Paulo. Brazil. [47,1541,166,1551]
edge-fragment: 92 [1,773,12,784]
provinces-paragraph: The terra branca is of a light yellowish color which it derives from the white sand that forms its principal component part. Its fertility varies in proportion to the amount of vegetable matter that it contains. It sometimes produces as well as the terra roxa, (probably containing the same elements in equal degree) but in general it is not. [1041,451,1261,501]
essay-paragraph: Brindisi, the ancient Brundusium, a city of Naples near the entrance of the Adriatic, is one of this description. It was formerly large and flourishing and may still be considered a great city if the rich variety of its local climate. Only it had its harbor blockaded does not occupy above half of the enclosure. The port is the finest in the Adriatic, fertility of soil, depth of water, safety of anchorage and a central advantageous position are all united at this place, and yet, it has neither commerce, husbandry nor population. In consequence of obstructions in the channel this excellent port was converted into a stagnant, foetid and green lake full of putrid and noxious matter. [623,1383,821,1494]
essay-paragraph: But these—as eminent naturalists observe—are only the prelude to changes still more hideous. The color passes successively to a blue, a green and a black; the flesh absorbs moisture, and while one part of it escapes in pestilential exhalations, the other part falls down in a putrid liquid mass. [21,1915,193,1975]
notices-heading: VARIOUS NOTICES. [21,494,193,517]
essay-paragraph: The next noxious power which demands attention is that commonly known by physicians, under the title of miasmata, a corrupt and poisonous exhalation, the offspring of putrefaction imparted to the air we breath, thereby finding its way into the body and opportunity to diffuse its pernicious influence. [623,711,821,762]
